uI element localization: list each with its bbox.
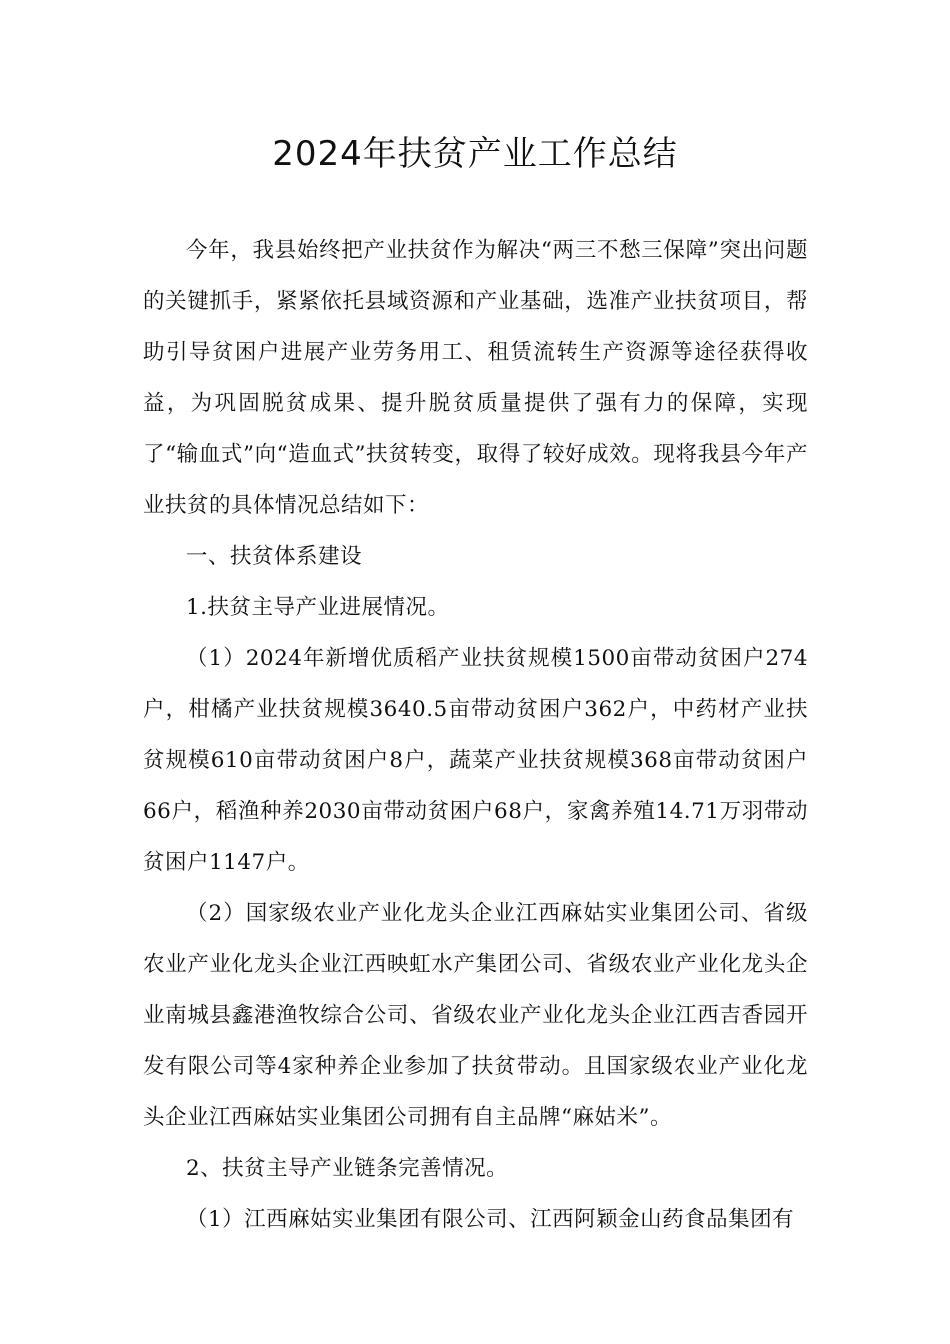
body-paragraph: （2）国家级农业产业化龙头企业江西麻姑实业集团公司、省级农业产业化龙头企业江西映虹水产集团公司、省级农业产业化龙头企业南城县鑫港渔牧综合公司、省级农业产业化龙头企业江西吉香园开发有限公司等4家种养企业参加了扶贫带动。且国家级农业产业化龙头企业江西麻姑实业集团公司拥有自主品牌“麻姑米”。 — [143, 901, 808, 1130]
intro-paragraph: 今年，我县始终把产业扶贫作为解决“两三不愁三保障”突出问题的关键抓手，紧紧依托县域资源和产业基础，选准产业扶贫项目，帮助引导贫困户进展产业劳务用工、租赁流转生产资源等途径获得收益，为巩固脱贫成果、提升脱贫质量提供了强有力的保障，实现了“输血式”向“造血式”扶贫转变，取得了较好成效。现将我县今年产业扶贫的具体情况总结如下： — [143, 238, 808, 518]
section-heading: 一、扶贫体系建设 — [186, 544, 363, 569]
document-body — [143, 225, 808, 1245]
document-title: 2024年扶贫产业工作总结 — [272, 134, 678, 174]
subsection-heading: 2、扶贫主导产业链条完善情况。 — [186, 1156, 509, 1181]
body-paragraph: （1）2024年新增优质稻产业扶贫规模1500亩带动贫困户274户，柑橘产业扶贫规模3640.5亩带动贫困户362户，中药材产业扶贫规模610亩带动贫困户8户，蔬菜产业扶贫规模368亩带动贫困户66户，稻渔种养2030亩带动贫困户68户，家禽养殖14.71万羽带动贫困户1147户。 — [143, 646, 808, 875]
subsection-heading: 1.扶贫主导产业进展情况。 — [186, 595, 450, 620]
body-paragraph: （1）江西麻姑实业集团有限公司、江西阿颖金山药食品集团有 — [186, 1207, 795, 1232]
